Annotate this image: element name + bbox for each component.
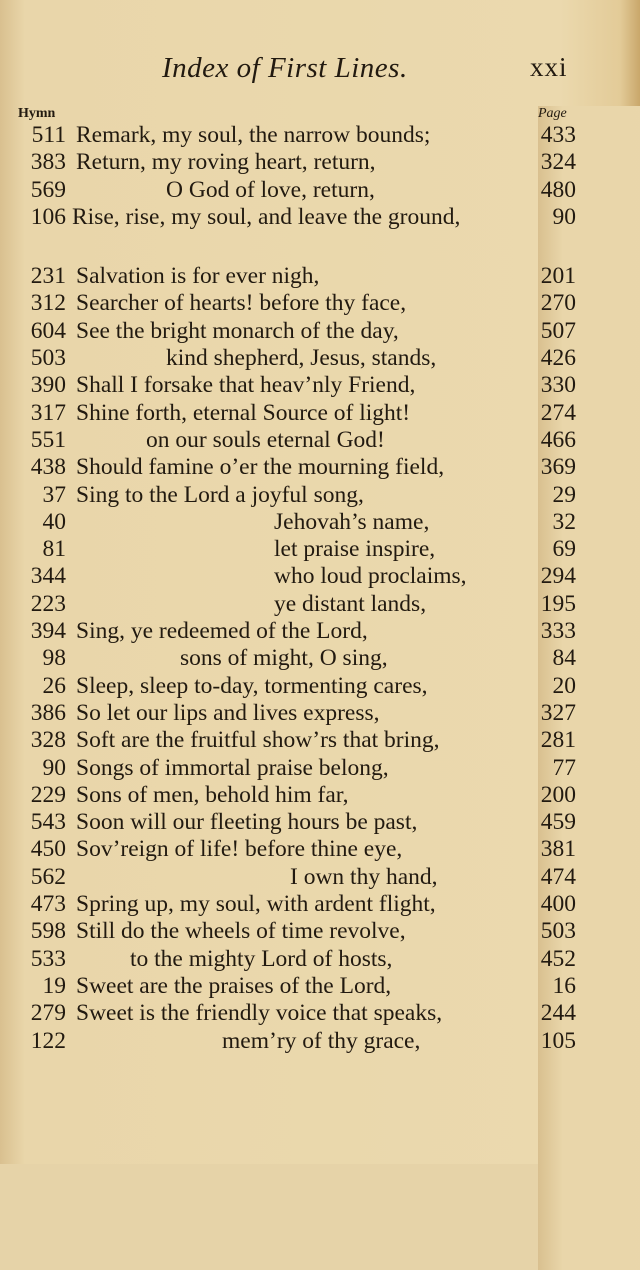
first-line: Shall I forsake that heav’nly Friend, [76, 372, 416, 399]
page-reference: 270 [540, 290, 576, 317]
first-line: Sweet is the friendly voice that speaks, [76, 1000, 443, 1027]
index-entry [0, 700, 640, 727]
page-reference: 503 [540, 918, 576, 945]
hymn-number: 98 [42, 645, 66, 672]
page-reference: 84 [552, 645, 576, 672]
first-line: Sing, ye redeemed of the Lord, [76, 618, 368, 645]
page-number: xxi [530, 52, 568, 82]
first-line: on our souls eternal God! [146, 426, 385, 453]
index-entry [0, 1028, 640, 1055]
hymn-number: 383 [30, 149, 66, 176]
hymn-number: 223 [30, 590, 66, 617]
hymn-number: 90 [42, 754, 66, 781]
page-reference: 433 [540, 122, 576, 148]
hymn-number: 438 [30, 454, 66, 481]
page-reference: 426 [540, 345, 576, 372]
first-line: Jehovah’s name, [274, 508, 430, 535]
hymn-number: 390 [30, 372, 66, 399]
page-reference: 459 [540, 809, 576, 836]
first-line: See the bright monarch of the day, [76, 317, 399, 344]
hymn-number: 312 [30, 290, 66, 317]
first-line: Return, my roving heart, return, [76, 149, 376, 176]
index-entry [0, 891, 640, 918]
page-reference: 333 [540, 618, 576, 645]
page-reference: 201 [540, 263, 576, 290]
first-line: Searcher of hearts! before thy face, [76, 290, 407, 317]
index-entry [0, 673, 640, 700]
index-entry [0, 727, 640, 754]
hymn-number: 562 [30, 863, 66, 890]
hymn-number: 604 [30, 317, 66, 344]
page-reference: 16 [552, 972, 576, 999]
first-line: let praise inspire, [274, 536, 436, 563]
hymn-number: 19 [42, 972, 66, 999]
page-reference: 369 [540, 454, 576, 481]
first-line: Soft are the fruitful show’rs that bring, [76, 727, 440, 754]
hymn-number: 26 [42, 672, 66, 699]
index-entry [0, 946, 640, 973]
first-line: So let our lips and lives express, [76, 699, 380, 726]
first-line: Should famine o’er the mourning field, [76, 454, 445, 481]
page-reference: 480 [540, 176, 576, 203]
index-entry [0, 122, 640, 149]
index-entry [0, 345, 640, 372]
first-line: Sov’reign of life! before thine eye, [76, 836, 403, 863]
hymn-number: 37 [42, 481, 66, 508]
running-header [0, 52, 640, 92]
first-line: mem’ry of thy grace, [222, 1027, 421, 1054]
first-line: kind shepherd, Jesus, stands, [166, 345, 437, 372]
page-reference: 274 [540, 399, 576, 426]
page-reference: 327 [540, 699, 576, 726]
first-line: sons of might, O sing, [180, 645, 388, 672]
page-reference: 474 [540, 863, 576, 890]
index-entry [0, 149, 640, 176]
first-line: to the mighty Lord of hosts, [130, 945, 393, 972]
hymn-number: 533 [30, 945, 66, 972]
hymn-number: 543 [30, 809, 66, 836]
first-line: ye distant lands, [274, 590, 427, 617]
index-entry [0, 290, 640, 317]
first-line: Salvation is for ever nigh, [76, 263, 320, 290]
hymn-number: 394 [30, 618, 66, 645]
index-entry [0, 755, 640, 782]
index-entry [0, 536, 640, 563]
hymn-number: 229 [30, 781, 66, 808]
page-reference: 324 [540, 149, 576, 176]
hymn-number: 328 [30, 727, 66, 754]
hymn-number: 122 [30, 1027, 66, 1054]
index-entry [0, 864, 640, 891]
page-reference: 20 [552, 672, 576, 699]
first-line: Soon will our fleeting hours be past, [76, 809, 418, 836]
hymn-number: 386 [30, 699, 66, 726]
page-reference: 105 [540, 1027, 576, 1054]
index-entry [0, 177, 640, 204]
hymn-number: 40 [42, 508, 66, 535]
page-title: Index of First Lines. [162, 52, 408, 84]
index-entry [0, 454, 640, 481]
index-entry [0, 836, 640, 863]
page-reference: 452 [540, 945, 576, 972]
index-entry [0, 400, 640, 427]
first-line: Sleep, sleep to-day, tormenting cares, [76, 672, 428, 699]
index-entry [0, 782, 640, 809]
index-entry [0, 918, 640, 945]
hymn-number: 279 [30, 1000, 66, 1027]
page-reference: 294 [540, 563, 576, 590]
index-entry [0, 1000, 640, 1027]
page-reference: 200 [540, 781, 576, 808]
page-reference: 90 [552, 203, 576, 230]
page-column-heading: Page [538, 106, 640, 1270]
hymn-number: 231 [30, 263, 66, 290]
index-entry [0, 263, 640, 290]
index-entry [0, 318, 640, 345]
index-entry [0, 509, 640, 536]
hymn-number: 569 [30, 176, 66, 203]
first-line: I own thy hand, [290, 863, 438, 890]
page-reference: 32 [552, 508, 576, 535]
hymn-number: 317 [30, 399, 66, 426]
index-entry [0, 427, 640, 454]
hymn-number: 598 [30, 918, 66, 945]
index-entry [0, 482, 640, 509]
hymn-number: 344 [30, 563, 66, 590]
hymn-number: 81 [42, 536, 66, 563]
first-line: Rise, rise, my soul, and leave the ground, [72, 203, 461, 230]
index-entries [0, 122, 640, 1055]
first-line: who loud proclaims, [274, 563, 467, 590]
hymn-number: 450 [30, 836, 66, 863]
index-entry [0, 645, 640, 672]
page-reference: 244 [540, 1000, 576, 1027]
page-reference: 400 [540, 891, 576, 918]
page-reference: 195 [540, 590, 576, 617]
hymn-number: 551 [30, 426, 66, 453]
hymn-number: 106 [30, 203, 66, 230]
index-entry [0, 591, 640, 618]
hymn-number: 473 [30, 891, 66, 918]
hymn-number: 503 [30, 345, 66, 372]
index-entry [0, 204, 640, 231]
first-line: O God of love, return, [166, 176, 375, 203]
first-line: Still do the wheels of time revolve, [76, 918, 406, 945]
first-line: Spring up, my soul, with ardent flight, [76, 891, 436, 918]
first-line: Remark, my soul, the narrow bounds; [76, 122, 431, 148]
page-reference: 466 [540, 426, 576, 453]
page-reference: 507 [540, 317, 576, 344]
index-entry [0, 618, 640, 645]
first-line: Sons of men, behold him far, [76, 781, 349, 808]
page-reference: 77 [552, 754, 576, 781]
first-line: Shine forth, eternal Source of light! [76, 399, 411, 426]
index-entry [0, 372, 640, 399]
index-entry [0, 809, 640, 836]
page-reference: 281 [540, 727, 576, 754]
first-line: Sing to the Lord a joyful song, [76, 481, 364, 508]
index-entry [0, 973, 640, 1000]
hymn-column-heading: Hymn [18, 106, 56, 121]
page-reference: 29 [552, 481, 576, 508]
hymn-number: 511 [31, 122, 66, 148]
page-reference: 381 [540, 836, 576, 863]
page-reference: 330 [540, 372, 576, 399]
page-reference: 69 [552, 536, 576, 563]
first-line: Songs of immortal praise belong, [76, 754, 389, 781]
index-entry [0, 563, 640, 590]
first-line: Sweet are the praises of the Lord, [76, 972, 392, 999]
